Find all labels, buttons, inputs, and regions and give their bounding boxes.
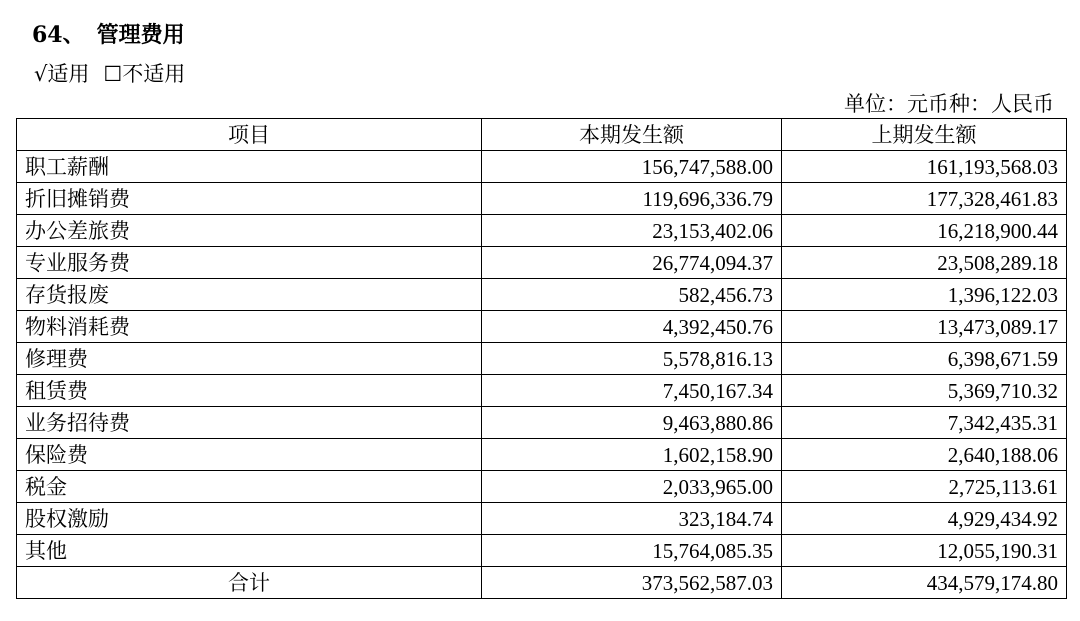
table-row xyxy=(17,407,1067,439)
table-row xyxy=(17,279,1067,311)
row-previous-amount: 7,342,435.31 xyxy=(782,407,1067,439)
row-item-label: 股权激励 xyxy=(17,503,482,535)
row-previous-amount: 2,725,113.61 xyxy=(782,471,1067,503)
row-previous-amount: 2,640,188.06 xyxy=(782,439,1067,471)
row-current-amount: 2,033,965.00 xyxy=(482,471,782,503)
table-row xyxy=(17,375,1067,407)
row-item-label: 专业服务费 xyxy=(17,247,482,279)
not-applicable-option xyxy=(103,62,185,86)
row-current-amount: 23,153,402.06 xyxy=(482,215,782,247)
table-row xyxy=(17,471,1067,503)
table-total-row xyxy=(17,567,1067,599)
row-current-amount: 9,463,880.86 xyxy=(482,407,782,439)
section-number: 64、 xyxy=(32,22,85,48)
table-row xyxy=(17,183,1067,215)
row-previous-amount: 6,398,671.59 xyxy=(782,343,1067,375)
row-current-amount: 5,578,816.13 xyxy=(482,343,782,375)
table-row xyxy=(17,439,1067,471)
row-item-label: 修理费 xyxy=(17,343,482,375)
total-previous-amount: 434,579,174.80 xyxy=(782,567,1067,599)
table-row xyxy=(17,247,1067,279)
applicable-label: 适用 xyxy=(47,62,90,86)
row-item-label: 业务招待费 xyxy=(17,407,482,439)
table-row xyxy=(17,151,1067,183)
row-item-label: 税金 xyxy=(17,471,482,503)
row-current-amount: 26,774,094.37 xyxy=(482,247,782,279)
row-current-amount: 7,450,167.34 xyxy=(482,375,782,407)
row-previous-amount: 13,473,089.17 xyxy=(782,311,1067,343)
check-mark-icon: √ xyxy=(34,62,48,86)
section-title-text: 管理费用 xyxy=(96,23,185,48)
header-previous-period: 上期发生额 xyxy=(782,119,1067,151)
management-expenses-table xyxy=(16,118,1067,599)
row-previous-amount: 12,055,190.31 xyxy=(782,535,1067,567)
table-row xyxy=(17,311,1067,343)
header-current-period: 本期发生额 xyxy=(482,119,782,151)
empty-checkbox-icon: ☐ xyxy=(103,62,123,86)
unit-currency-line: 单位：元币种：人民币 xyxy=(844,92,1054,116)
row-current-amount: 582,456.73 xyxy=(482,279,782,311)
total-label: 合计 xyxy=(17,567,482,599)
row-previous-amount: 5,369,710.32 xyxy=(782,375,1067,407)
row-item-label: 折旧摊销费 xyxy=(17,183,482,215)
row-current-amount: 323,184.74 xyxy=(482,503,782,535)
row-item-label: 保险费 xyxy=(17,439,482,471)
row-previous-amount: 1,396,122.03 xyxy=(782,279,1067,311)
table-row xyxy=(17,215,1067,247)
table-row xyxy=(17,503,1067,535)
header-item: 项目 xyxy=(17,119,482,151)
row-previous-amount: 23,508,289.18 xyxy=(782,247,1067,279)
applicable-option xyxy=(34,62,89,86)
row-current-amount: 4,392,450.76 xyxy=(482,311,782,343)
row-item-label: 办公差旅费 xyxy=(17,215,482,247)
table-header-row xyxy=(17,119,1067,151)
row-current-amount: 1,602,158.90 xyxy=(482,439,782,471)
row-item-label: 物料消耗费 xyxy=(17,311,482,343)
row-item-label: 租赁费 xyxy=(17,375,482,407)
row-item-label: 职工薪酬 xyxy=(17,151,482,183)
total-current-amount: 373,562,587.03 xyxy=(482,567,782,599)
row-current-amount: 15,764,085.35 xyxy=(482,535,782,567)
row-item-label: 存货报废 xyxy=(17,279,482,311)
row-previous-amount: 16,218,900.44 xyxy=(782,215,1067,247)
row-current-amount: 119,696,336.79 xyxy=(482,183,782,215)
applicability-options xyxy=(34,58,199,88)
row-current-amount: 156,747,588.00 xyxy=(482,151,782,183)
row-previous-amount: 177,328,461.83 xyxy=(782,183,1067,215)
row-item-label: 其他 xyxy=(17,535,482,567)
section-title xyxy=(32,18,185,49)
row-previous-amount: 161,193,568.03 xyxy=(782,151,1067,183)
table-row xyxy=(17,535,1067,567)
table-row xyxy=(17,343,1067,375)
row-previous-amount: 4,929,434.92 xyxy=(782,503,1067,535)
not-applicable-label: 不适用 xyxy=(122,62,186,86)
